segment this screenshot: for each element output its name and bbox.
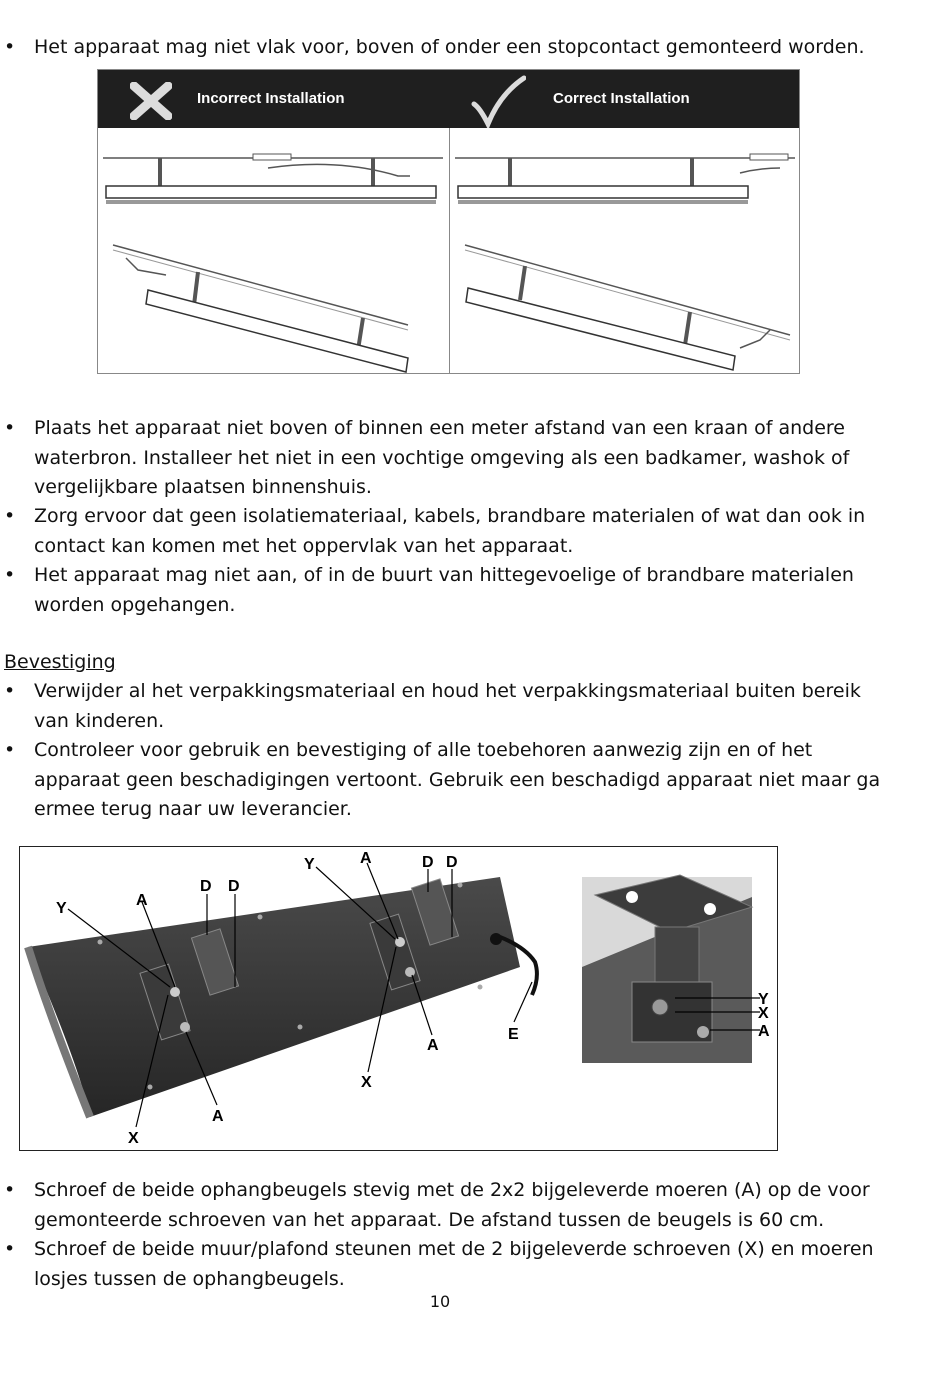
cross-icon <box>130 82 172 120</box>
bullet-marker: • <box>4 417 16 439</box>
label-d2: D <box>228 878 240 895</box>
bullet-marker: • <box>4 564 16 586</box>
bullet-text: Zorg ervoor dat geen isolatiemateriaal, kabels, brandbare materialen of wat dan ook in contact kan komen met het oppervlak van het apparaat. <box>34 505 866 557</box>
label-d3: D <box>422 854 434 871</box>
label-x-right: X <box>758 1005 769 1022</box>
heater-bracket-illustration <box>20 847 777 1150</box>
bullet-text: Controleer voor gebruik en bevestiging of alle toebehoren aanwezig zijn en of het apparaat geen beschadigingen vertoont. Gebruik een beschadigd apparaat niet maar ga ermee terug naar uw leverancier. <box>34 739 881 820</box>
bullet-marker: • <box>4 739 16 761</box>
bullet-text: Het apparaat mag niet vlak voor, boven of onder een stopcontact gemonteerd worden. <box>34 36 865 58</box>
label-d1: D <box>200 878 212 895</box>
correct-tilted-heater-drawing <box>450 230 801 375</box>
label-a-left: A <box>136 892 148 909</box>
label-x-left: X <box>128 1130 139 1147</box>
bullet-marker: • <box>4 1179 16 1201</box>
label-a-top-mid: A <box>360 850 372 867</box>
bullet-text: Schroef de beide ophangbeugels stevig met de 2x2 bijgeleverde moeren (A) op de voor gemonteerde schroeven van het apparaat. De afstand tussen de beugels is 60 cm. <box>34 1179 870 1231</box>
label-y-right: Y <box>758 991 769 1008</box>
bullet-marker: • <box>4 36 16 58</box>
label-y-mid: Y <box>304 856 315 873</box>
mounting-figure <box>19 846 778 1151</box>
label-a-right: A <box>758 1023 770 1040</box>
section-heading: Bevestiging <box>4 651 116 673</box>
label-y-left: Y <box>56 900 67 917</box>
installation-figure <box>97 69 800 374</box>
incorrect-installation-label: Incorrect Installation <box>197 90 345 107</box>
label-e: E <box>508 1026 519 1043</box>
bullet-text: Schroef de beide muur/plafond steunen met de 2 bijgeleverde schroeven (X) en moeren losjes tussen de ophangbeugels. <box>34 1238 874 1290</box>
bullet-text: Het apparaat mag niet aan, of in de buurt van hittegevoelige of brandbare materialen worden opgehangen. <box>34 564 854 616</box>
bullet-marker: • <box>4 680 16 702</box>
bullet-text: Plaats het apparaat niet boven of binnen een meter afstand van een kraan of andere waterbron. Installeer het niet in een vochtige omgeving als een badkamer, washok of vergelijkbare plaatsen binnenshuis. <box>34 417 850 498</box>
label-a-mid: A <box>427 1037 439 1054</box>
bullet-marker: • <box>4 505 16 527</box>
correct-installation-label: Correct Installation <box>553 90 690 107</box>
incorrect-tilted-heater-drawing <box>98 230 449 375</box>
label-d4: D <box>446 854 458 871</box>
bullet-text: Verwijder al het verpakkingsmateriaal en houd het verpakkingsmateriaal buiten bereik van kinderen. <box>34 680 861 732</box>
checkmark-icon <box>470 74 526 128</box>
label-a-bottom-left: A <box>212 1108 224 1125</box>
bullet-marker: • <box>4 1238 16 1260</box>
page-number: 10 <box>429 1292 451 1311</box>
label-x-mid: X <box>361 1074 372 1091</box>
